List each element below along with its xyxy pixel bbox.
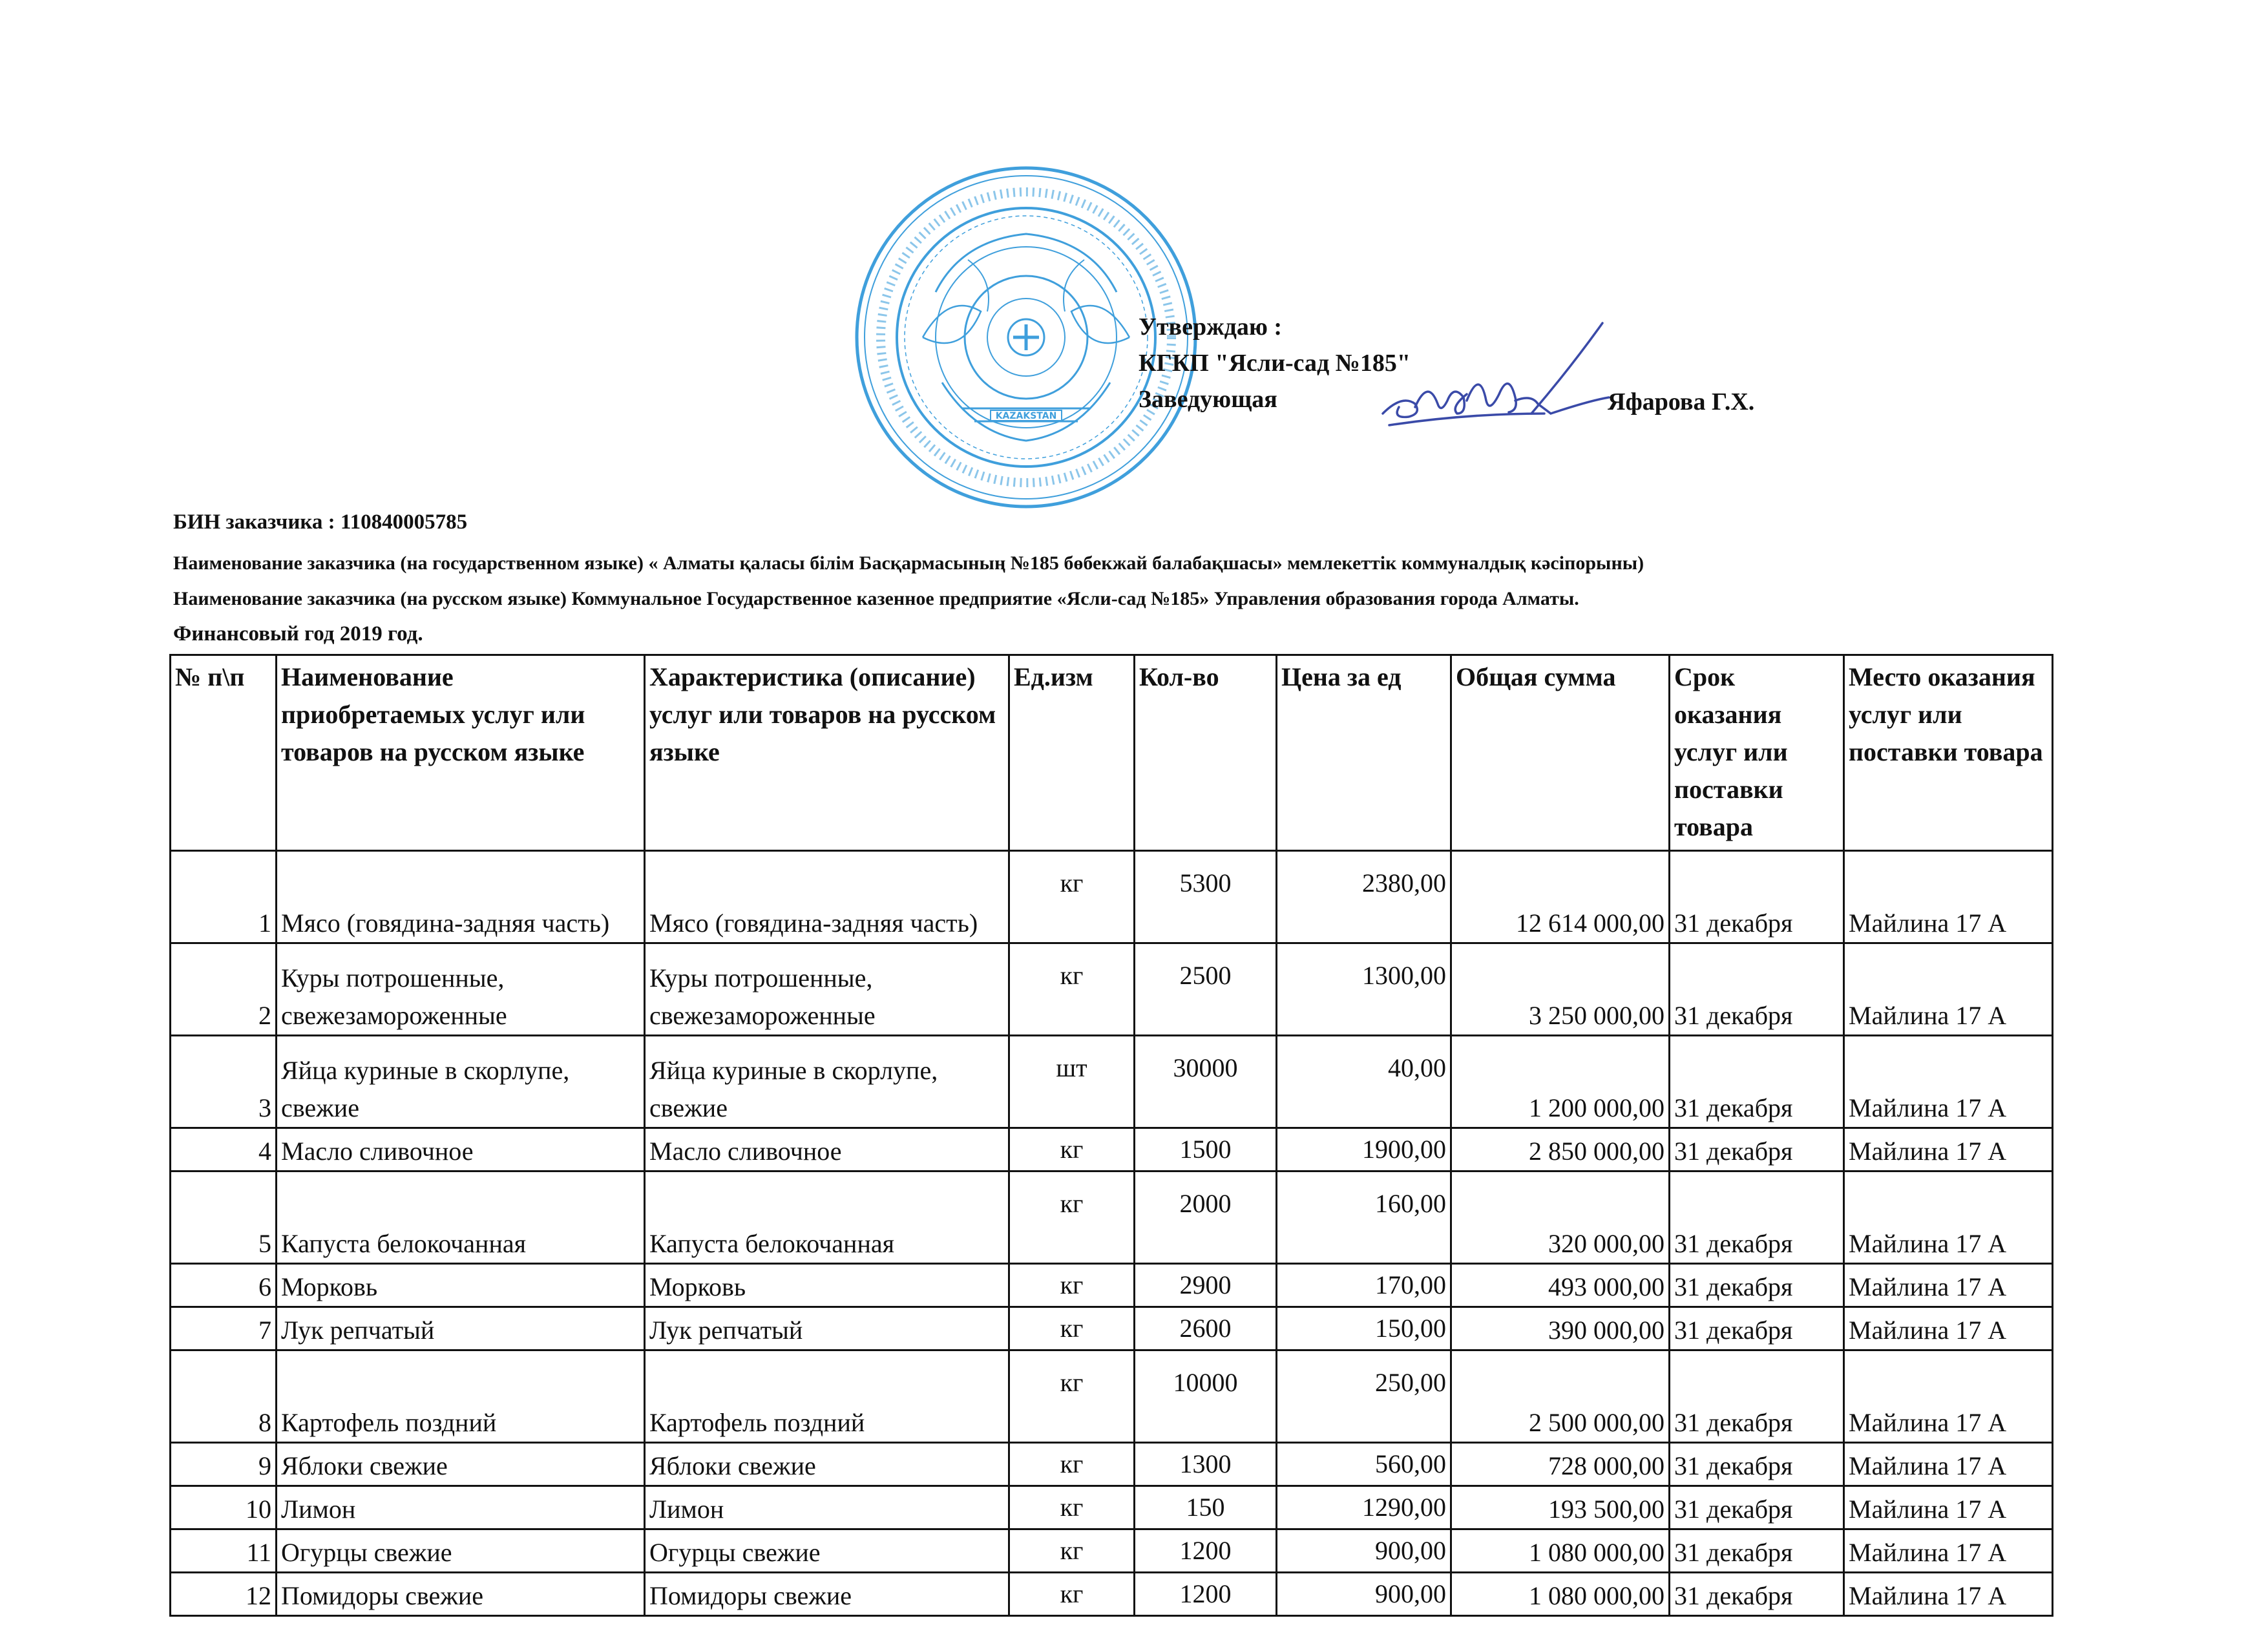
item-quantity: 30000 xyxy=(1135,1036,1277,1128)
item-unit: кг xyxy=(1009,1307,1135,1350)
item-total: 1 080 000,00 xyxy=(1451,1529,1670,1573)
signer-name: Яфарова Г.Х. xyxy=(1608,388,1755,415)
item-description: Капуста белокочанная xyxy=(645,1171,1009,1264)
item-place: Майлина 17 А xyxy=(1844,1307,2053,1350)
row-number: 12 xyxy=(171,1573,277,1616)
item-term: 31 декабря xyxy=(1670,1171,1844,1264)
item-unit: кг xyxy=(1009,1573,1135,1616)
item-name: Масло сливочное xyxy=(277,1128,645,1171)
item-place: Майлина 17 А xyxy=(1844,1573,2053,1616)
item-place: Майлина 17 А xyxy=(1844,1529,2053,1573)
item-total: 12 614 000,00 xyxy=(1451,851,1670,943)
item-total: 728 000,00 xyxy=(1451,1443,1670,1486)
header-unit-price: Цена за ед xyxy=(1277,655,1451,851)
item-quantity: 1200 xyxy=(1135,1573,1277,1616)
item-price: 900,00 xyxy=(1277,1573,1451,1616)
item-total: 193 500,00 xyxy=(1451,1486,1670,1529)
item-place: Майлина 17 А xyxy=(1844,1486,2053,1529)
item-place: Майлина 17 А xyxy=(1844,1443,2053,1486)
header-number: № п\п xyxy=(171,655,277,851)
item-name: Капуста белокочанная xyxy=(277,1171,645,1264)
item-name: Морковь xyxy=(277,1264,645,1307)
header-delivery-place: Место оказания услуг или поставки товара xyxy=(1844,655,2053,851)
item-price: 170,00 xyxy=(1277,1264,1451,1307)
svg-text:KAZAKSTAN: KAZAKSTAN xyxy=(995,411,1057,421)
item-unit: кг xyxy=(1009,1171,1135,1264)
table-row xyxy=(171,1264,2053,1307)
row-number: 4 xyxy=(171,1128,277,1171)
item-place: Майлина 17 А xyxy=(1844,1264,2053,1307)
item-quantity: 2500 xyxy=(1135,943,1277,1036)
table-header-row xyxy=(171,655,2053,851)
item-place: Майлина 17 А xyxy=(1844,1036,2053,1128)
item-term: 31 декабря xyxy=(1670,1128,1844,1171)
approval-organization: КГКП "Ясли-сад №185" xyxy=(1139,350,1411,377)
item-description: Картофель поздний xyxy=(645,1350,1009,1443)
item-description: Мясо (говядина-задняя часть) xyxy=(645,851,1009,943)
row-number: 8 xyxy=(171,1350,277,1443)
item-term: 31 декабря xyxy=(1670,1350,1844,1443)
item-name: Лимон xyxy=(277,1486,645,1529)
row-number: 1 xyxy=(171,851,277,943)
item-name: Помидоры свежие xyxy=(277,1573,645,1616)
signature xyxy=(1376,317,1654,439)
item-term: 31 декабря xyxy=(1670,1264,1844,1307)
item-unit: кг xyxy=(1009,1486,1135,1529)
item-unit: кг xyxy=(1009,943,1135,1036)
table-row xyxy=(171,1573,2053,1616)
item-description: Морковь xyxy=(645,1264,1009,1307)
item-quantity: 1500 xyxy=(1135,1128,1277,1171)
item-unit: шт xyxy=(1009,1036,1135,1128)
row-number: 10 xyxy=(171,1486,277,1529)
item-description: Лук репчатый xyxy=(645,1307,1009,1350)
row-number: 2 xyxy=(171,943,277,1036)
item-term: 31 декабря xyxy=(1670,1307,1844,1350)
item-price: 1290,00 xyxy=(1277,1486,1451,1529)
customer-name-ru: Наименование заказчика (на русском языке) Коммунальное Государственное казенное предприятие «Ясли-сад №185» Управления образования города Алматы. xyxy=(173,588,1579,609)
item-place: Майлина 17 А xyxy=(1844,943,2053,1036)
item-total: 1 080 000,00 xyxy=(1451,1573,1670,1616)
item-place: Майлина 17 А xyxy=(1844,1350,2053,1443)
item-term: 31 декабря xyxy=(1670,1573,1844,1616)
item-price: 2380,00 xyxy=(1277,851,1451,943)
item-price: 1300,00 xyxy=(1277,943,1451,1036)
row-number: 5 xyxy=(171,1171,277,1264)
row-number: 11 xyxy=(171,1529,277,1573)
item-price: 1900,00 xyxy=(1277,1128,1451,1171)
item-place: Майлина 17 А xyxy=(1844,1171,2053,1264)
item-price: 160,00 xyxy=(1277,1171,1451,1264)
item-term: 31 декабря xyxy=(1670,1443,1844,1486)
item-price: 250,00 xyxy=(1277,1350,1451,1443)
fiscal-year: Финансовый год 2019 год. xyxy=(173,622,423,646)
item-price: 150,00 xyxy=(1277,1307,1451,1350)
table-row xyxy=(171,1171,2053,1264)
item-price: 40,00 xyxy=(1277,1036,1451,1128)
item-unit: кг xyxy=(1009,1350,1135,1443)
item-term: 31 декабря xyxy=(1670,943,1844,1036)
item-quantity: 10000 xyxy=(1135,1350,1277,1443)
table-row xyxy=(171,851,2053,943)
item-term: 31 декабря xyxy=(1670,1529,1844,1573)
item-name: Мясо (говядина-задняя часть) xyxy=(277,851,645,943)
item-quantity: 150 xyxy=(1135,1486,1277,1529)
item-name: Куры потрошенные, свежезамороженные xyxy=(277,943,645,1036)
table-row xyxy=(171,1307,2053,1350)
item-description: Лимон xyxy=(645,1486,1009,1529)
row-number: 9 xyxy=(171,1443,277,1486)
item-total: 3 250 000,00 xyxy=(1451,943,1670,1036)
item-name: Картофель поздний xyxy=(277,1350,645,1443)
item-description: Яйца куриные в скорлупе, свежие xyxy=(645,1036,1009,1128)
header-quantity: Кол-во xyxy=(1135,655,1277,851)
customer-name-kz: Наименование заказчика (на государственном языке) « Алматы қаласы білім Басқармасының №185 бөбекжай балабақшасы» мемлекеттік коммуналдық кәсіпорыны) xyxy=(173,552,1644,574)
item-term: 31 декабря xyxy=(1670,851,1844,943)
item-unit: кг xyxy=(1009,851,1135,943)
header-delivery-term: Срок оказания услуг или поставки товара xyxy=(1670,655,1844,851)
row-number: 3 xyxy=(171,1036,277,1128)
customer-bin: БИН заказчика : 110840005785 xyxy=(173,510,468,534)
item-quantity: 2900 xyxy=(1135,1264,1277,1307)
header-total: Общая сумма xyxy=(1451,655,1670,851)
item-place: Майлина 17 А xyxy=(1844,1128,2053,1171)
approval-block xyxy=(1139,309,1411,417)
item-name: Яблоки свежие xyxy=(277,1443,645,1486)
table-row xyxy=(171,943,2053,1036)
item-term: 31 декабря xyxy=(1670,1486,1844,1529)
item-price: 560,00 xyxy=(1277,1443,1451,1486)
item-name: Яйца куриные в скорлупе, свежие xyxy=(277,1036,645,1128)
item-name: Огурцы свежие xyxy=(277,1529,645,1573)
item-quantity: 1300 xyxy=(1135,1443,1277,1486)
table-row xyxy=(171,1128,2053,1171)
table-row xyxy=(171,1036,2053,1128)
approval-title: Утверждаю : xyxy=(1139,313,1283,341)
item-description: Помидоры свежие xyxy=(645,1573,1009,1616)
table-row xyxy=(171,1350,2053,1443)
item-unit: кг xyxy=(1009,1529,1135,1573)
item-unit: кг xyxy=(1009,1264,1135,1307)
item-quantity: 2000 xyxy=(1135,1171,1277,1264)
table-row xyxy=(171,1443,2053,1486)
item-total: 493 000,00 xyxy=(1451,1264,1670,1307)
item-name: Лук репчатый xyxy=(277,1307,645,1350)
header-description: Характеристика (описание) услуг или товаров на русском языке xyxy=(645,655,1009,851)
approval-position: Заведующая xyxy=(1139,386,1277,413)
item-unit: кг xyxy=(1009,1128,1135,1171)
item-description: Огурцы свежие xyxy=(645,1529,1009,1573)
item-total: 2 850 000,00 xyxy=(1451,1128,1670,1171)
procurement-table xyxy=(169,654,2053,1617)
item-description: Яблоки свежие xyxy=(645,1443,1009,1486)
row-number: 6 xyxy=(171,1264,277,1307)
header-unit: Ед.изм xyxy=(1009,655,1135,851)
item-place: Майлина 17 А xyxy=(1844,851,2053,943)
item-total: 1 200 000,00 xyxy=(1451,1036,1670,1128)
header-item-name: Наименование приобретаемых услуг или товаров на русском языке xyxy=(277,655,645,851)
item-unit: кг xyxy=(1009,1443,1135,1486)
item-quantity: 5300 xyxy=(1135,851,1277,943)
item-price: 900,00 xyxy=(1277,1529,1451,1573)
item-description: Масло сливочное xyxy=(645,1128,1009,1171)
table-row xyxy=(171,1529,2053,1573)
item-quantity: 2600 xyxy=(1135,1307,1277,1350)
item-description: Куры потрошенные, свежезамороженные xyxy=(645,943,1009,1036)
item-total: 390 000,00 xyxy=(1451,1307,1670,1350)
item-term: 31 декабря xyxy=(1670,1036,1844,1128)
item-total: 320 000,00 xyxy=(1451,1171,1670,1264)
item-quantity: 1200 xyxy=(1135,1529,1277,1573)
row-number: 7 xyxy=(171,1307,277,1350)
table-row xyxy=(171,1486,2053,1529)
item-total: 2 500 000,00 xyxy=(1451,1350,1670,1443)
